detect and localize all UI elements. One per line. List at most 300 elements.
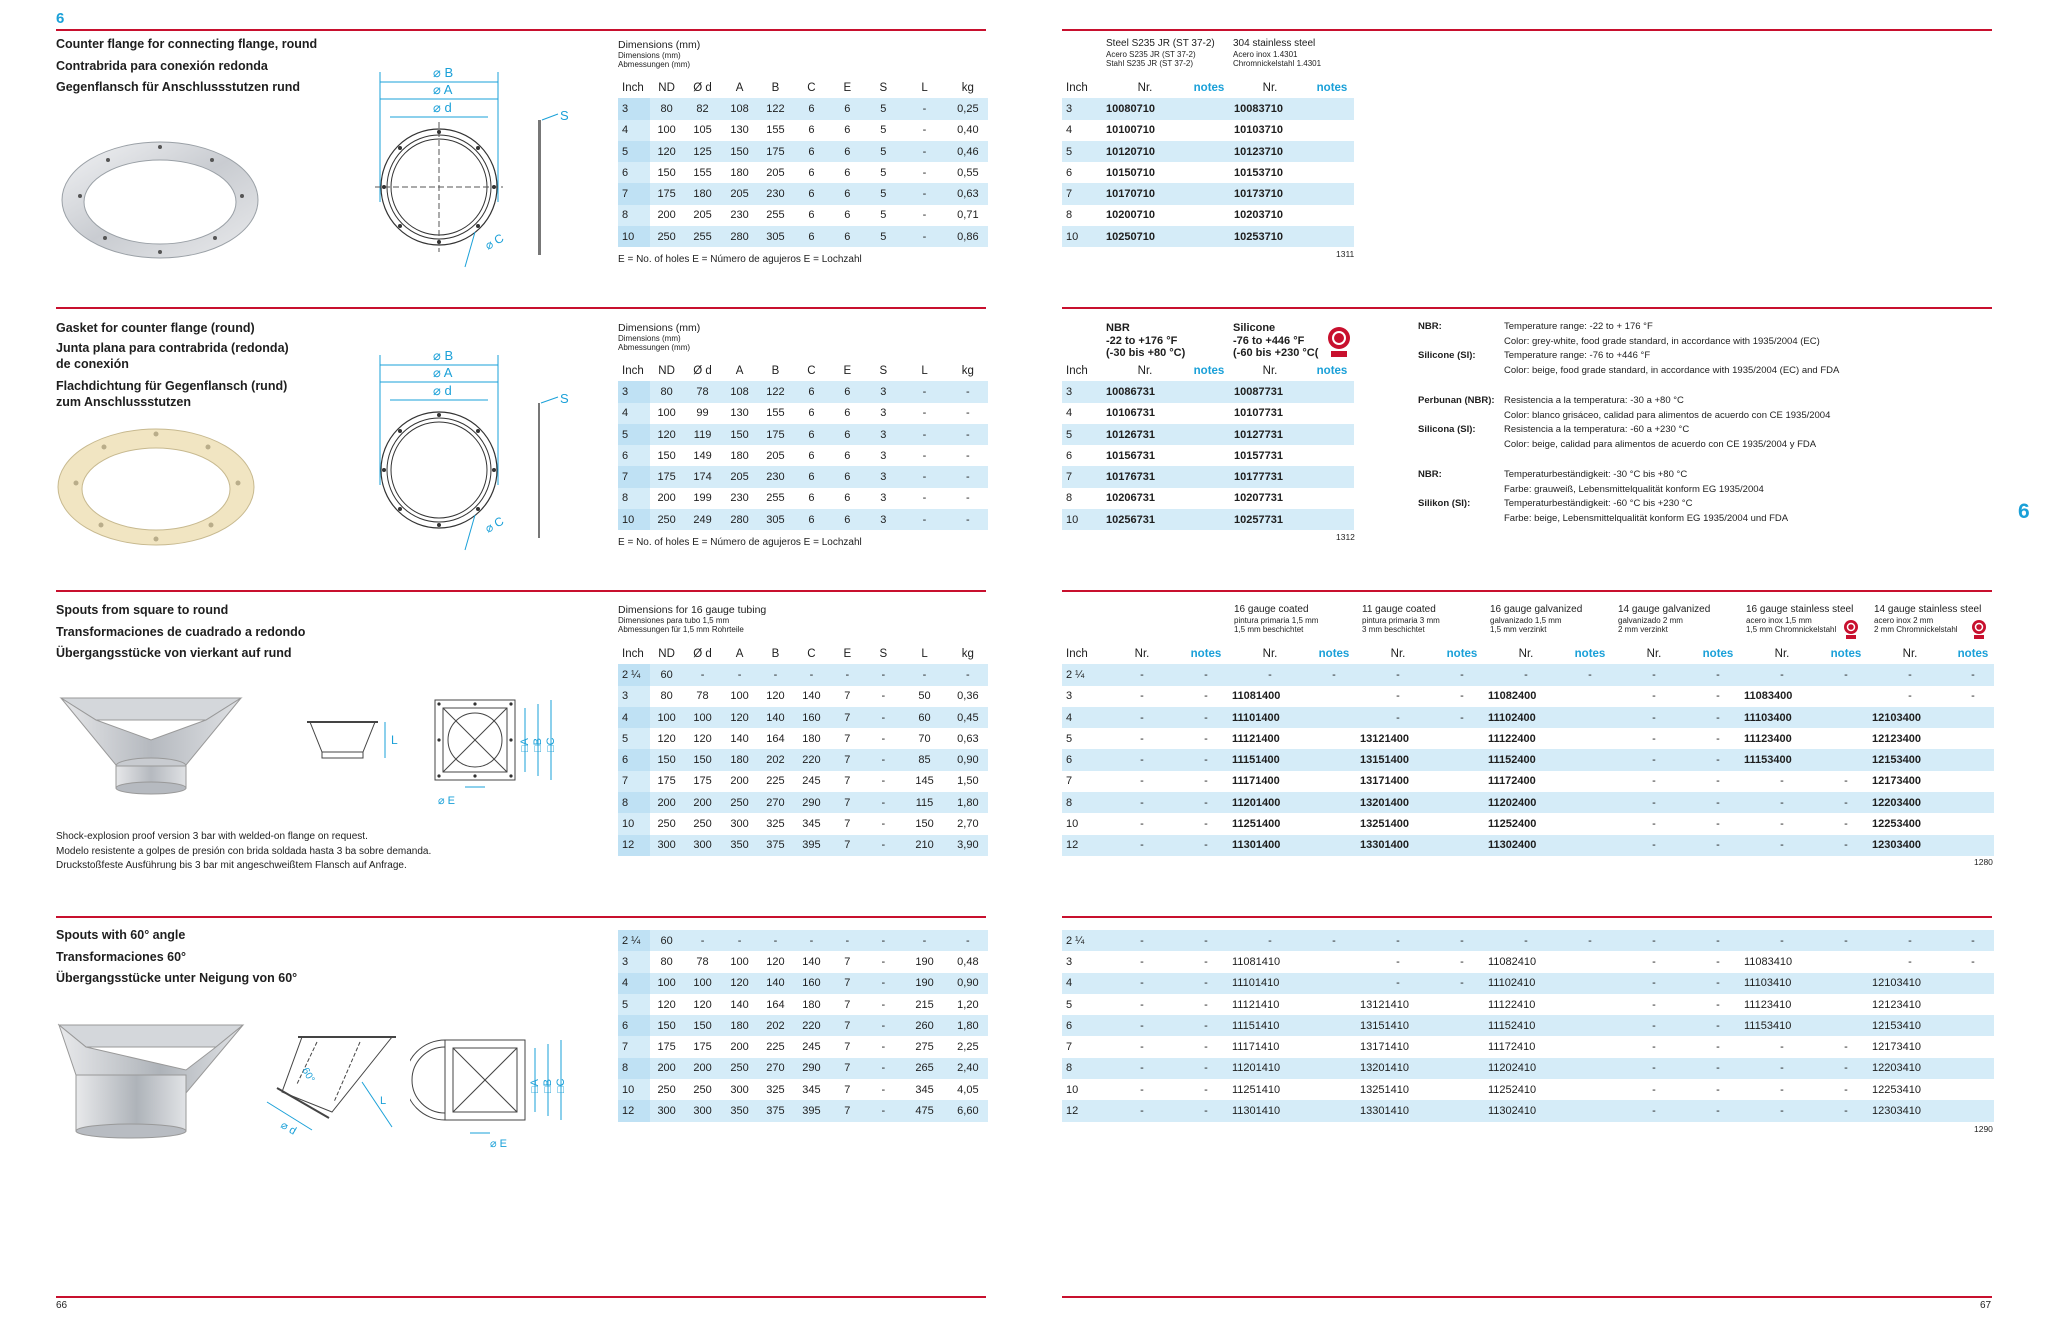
table-cell: 10 (1066, 1083, 1079, 1096)
table-cell: 7 (618, 183, 650, 204)
column-header: Nr. (1262, 364, 1278, 377)
table-cell: 275 (915, 1041, 934, 1054)
table-cell: 8 (618, 205, 650, 226)
column-header: B (771, 81, 780, 94)
table-cell: 10173710 (1230, 183, 1310, 204)
gauge-name: 14 gauge stainless steel (1874, 604, 1982, 615)
table-cell: - (1204, 955, 1208, 968)
spec-line (1418, 497, 1839, 512)
table-cell (1952, 813, 1994, 834)
table-cell: 215 (915, 998, 934, 1011)
table-cell: 202 (758, 749, 794, 770)
table-cell: - (1740, 792, 1824, 813)
dim-header-de: Abmessungen (mm) (618, 60, 691, 69)
table-cell: 13301400 (1356, 835, 1440, 856)
table-cell: - (1844, 775, 1848, 788)
column-header: Nr. (1134, 647, 1150, 660)
table-cell: - (1612, 749, 1696, 770)
article-table-3 (1062, 643, 1994, 856)
gauge-header (1618, 605, 1710, 634)
table-cell: 12303400 (1868, 835, 1952, 856)
table-cell: - (865, 749, 901, 770)
table-cell: 6 (829, 381, 865, 402)
table-cell: 0,90 (948, 749, 988, 770)
table-cell: - (922, 449, 927, 462)
table-cell: - (1824, 835, 1868, 856)
table-row (618, 792, 988, 813)
table-cell: - (1780, 818, 1784, 831)
column-header: Nr. (1137, 81, 1153, 94)
table-cell: - (1100, 930, 1184, 951)
table-cell: 180 (684, 183, 722, 204)
gauge-sub: 1,5 mm beschichtet (1234, 624, 1304, 634)
dim-label-d: ⌀ d (278, 1119, 299, 1138)
table-cell: 2,40 (948, 1058, 988, 1079)
table-cell: 11121410 (1232, 998, 1280, 1011)
table-cell: 10123710 (1230, 141, 1310, 162)
table-cell: 120 (693, 998, 712, 1011)
table-cell: 6 (808, 449, 815, 462)
article-table-2 (1062, 360, 1354, 530)
gauge-sub: acero inox 1,5 mm (1746, 615, 1812, 625)
section-title: Counter flange for connecting flange, round (56, 37, 318, 51)
table-cell: 120 (722, 707, 758, 728)
spec-line (1418, 438, 1839, 453)
table-cell: 80 (660, 955, 673, 968)
table-cell: 3 (865, 424, 901, 445)
table-cell: - (1908, 690, 1912, 703)
table-cell: 0,63 (948, 183, 988, 204)
table-row (1062, 728, 1994, 749)
table-cell: 0,40 (957, 124, 979, 137)
table-cell (1952, 1058, 1994, 1079)
spec-line (1418, 394, 1839, 409)
table-cell: 100 (650, 707, 684, 728)
table-cell: - (1716, 775, 1720, 788)
table-cell (1952, 1079, 1994, 1100)
dim-label-c: ⌀ C (482, 513, 507, 536)
table-cell: 205 (722, 183, 758, 204)
spec-value: Resistencia a la temperatura: -60 a +230 °C (1504, 424, 1690, 435)
table-cell: 11121400 (1232, 732, 1280, 745)
table-cell: 12253400 (1872, 818, 1921, 831)
dim-header-en: Dimensions (mm) (618, 322, 701, 334)
column-header: kg (961, 647, 974, 660)
table-row (618, 120, 988, 141)
table-cell: 150 (915, 818, 934, 831)
table-cell (1440, 1079, 1484, 1100)
table-row (618, 813, 988, 834)
table-cell: 11101410 (1228, 973, 1312, 994)
table-row (1062, 1058, 1994, 1079)
table-cell: 11153400 (1740, 749, 1824, 770)
table-cell: 160 (793, 973, 829, 994)
table-cell: - (793, 930, 829, 951)
table-cell: 5 (880, 166, 887, 179)
table-cell: 7 (618, 771, 650, 792)
table-cell: 325 (766, 1083, 785, 1096)
angled-spout-image (56, 1015, 246, 1140)
table-cell: - (1696, 835, 1740, 856)
table-cell (1824, 728, 1868, 749)
gauge-sub: pintura primaria 3 mm (1362, 615, 1440, 625)
table-cell: 10127731 (1230, 424, 1310, 445)
flange-ring-image (60, 138, 260, 263)
column-header: Inch (1066, 81, 1088, 94)
table-cell (1310, 120, 1354, 141)
angled-spout-side-drawing (262, 1022, 402, 1142)
table-cell: 11123410 (1744, 998, 1792, 1011)
table-cell: 140 (802, 955, 821, 968)
table-cell: 4 (618, 707, 650, 728)
dim-header-en: Dimensions (mm) (618, 39, 701, 51)
table-cell: 250 (722, 792, 758, 813)
table-cell: 7 (844, 732, 851, 745)
section-4-titles (56, 925, 297, 990)
table-cell: - (1356, 973, 1440, 994)
gauge-header (1490, 605, 1582, 634)
column-header: S (879, 81, 888, 94)
table-row (618, 509, 988, 530)
table-cell: 300 (684, 1100, 722, 1121)
table-cell: 85 (901, 749, 948, 770)
table-cell (1188, 120, 1230, 141)
gauge-sub: galvanizado 1,5 mm (1490, 615, 1562, 625)
table-cell: 6,60 (948, 1100, 988, 1121)
table-cell: 10 (618, 1079, 650, 1100)
column-header: Nr. (1262, 81, 1278, 94)
table-cell: 140 (730, 998, 749, 1011)
table-cell: 4 (1062, 707, 1100, 728)
column-header: notes (1190, 647, 1222, 660)
table-cell: 6 (1062, 1015, 1100, 1036)
table-cell: 13301410 (1356, 1100, 1440, 1121)
table-cell (1568, 749, 1612, 770)
spec-line (1418, 423, 1839, 438)
table-cell: - (1652, 690, 1656, 703)
table-cell: 13151400 (1356, 749, 1440, 770)
table-cell: - (948, 424, 988, 445)
article-table-1 (1062, 77, 1354, 247)
table-cell: 11202410 (1484, 1058, 1568, 1079)
column-header: L (921, 647, 928, 660)
table-row (618, 973, 988, 994)
dim-header-es: Dimensions (mm) (618, 334, 681, 343)
table-cell: 175 (650, 466, 684, 487)
table-row (1062, 424, 1354, 445)
table-cell: 10257731 (1230, 509, 1310, 530)
table-cell: 11302410 (1484, 1100, 1568, 1121)
spec-value: Resistencia a la temperatura: -30 a +80 °C (1504, 395, 1684, 406)
table-cell: 0,45 (948, 707, 988, 728)
table-cell (1310, 183, 1354, 204)
table-cell: 80 (650, 381, 684, 402)
table-cell: 10253710 (1230, 226, 1310, 247)
table-cell: 12153400 (1868, 749, 1952, 770)
table-row (1062, 835, 1994, 856)
table-cell: 175 (657, 775, 676, 788)
table-cell: 7 (829, 1100, 865, 1121)
table-cell: 175 (758, 424, 794, 445)
table-row (618, 1058, 988, 1079)
table-cell: 5 (1066, 732, 1073, 745)
table-cell: 6 (793, 424, 829, 445)
table-cell: - (922, 492, 927, 505)
table-cell: - (1716, 955, 1720, 968)
dim-label-e: ⌀ E (438, 795, 456, 807)
dim-label-d: ⌀ d (433, 383, 452, 398)
table-cell: 0,36 (957, 690, 979, 703)
table-cell: 11302400 (1484, 835, 1568, 856)
table-cell (1568, 707, 1612, 728)
table-row (618, 162, 988, 183)
table-cell: 6 (793, 183, 829, 204)
table-cell: 10103710 (1234, 124, 1283, 137)
table-cell: 11083400 (1744, 690, 1793, 703)
gauge-sub: galvanizado 2 mm (1618, 615, 1683, 625)
column-header: Nr. (1262, 647, 1278, 660)
dim-label-a: □A (519, 738, 531, 752)
table-row (618, 183, 988, 204)
table-cell: - (1568, 930, 1612, 951)
table-cell (1188, 183, 1230, 204)
gauge-name: 16 gauge stainless steel (1746, 604, 1854, 615)
column-header: Inch (622, 364, 644, 377)
table-cell (1188, 162, 1230, 183)
table-cell: - (901, 424, 948, 445)
table-cell: 10080710 (1102, 98, 1188, 119)
gauge-sub: pintura primaria 1,5 mm (1234, 615, 1319, 625)
table-cell (1824, 707, 1868, 728)
table-cell: 140 (758, 707, 794, 728)
table-cell: 7 (844, 1041, 851, 1054)
table-row (1062, 771, 1994, 792)
article-table-4 (1062, 930, 1994, 1122)
table-cell: - (1204, 732, 1208, 745)
table-cell: 180 (722, 1015, 758, 1036)
table-cell: 155 (766, 407, 785, 420)
table-row (1062, 226, 1354, 247)
table-cell: - (1908, 955, 1912, 968)
table-cell: - (1868, 664, 1952, 685)
material-sub: Stahl S235 JR (ST 37-2) (1106, 58, 1194, 68)
table-row (1062, 1015, 1994, 1036)
table-cell: 250 (657, 1083, 676, 1096)
table-cell: 8 (618, 1058, 650, 1079)
table-cell: 11201410 (1228, 1058, 1312, 1079)
dim-header-de: Abmessungen für 1,5 mm Rohrteile (618, 625, 744, 634)
material-specifications (1418, 320, 1839, 526)
table-cell: 12103410 (1868, 973, 1952, 994)
table-cell: - (1460, 690, 1464, 703)
section-title: Flachdichtung für Gegenflansch (rund) (56, 378, 288, 393)
table-cell: - (881, 955, 886, 968)
table-row (1062, 792, 1994, 813)
table-cell: 5 (880, 209, 887, 222)
table-cell: 80 (660, 690, 673, 703)
table-cell: 345 (802, 818, 821, 831)
pressure-note (56, 830, 431, 874)
table-cell: 265 (901, 1058, 948, 1079)
table-cell: - (865, 1015, 901, 1036)
table-cell: - (1824, 930, 1868, 951)
table-cell: 205 (693, 209, 712, 222)
table-cell: - (1204, 1041, 1208, 1054)
table-cell: 7 (844, 775, 851, 788)
table-cell: - (1780, 1041, 1784, 1054)
table-cell: 205 (766, 449, 785, 462)
table-cell: 175 (758, 141, 794, 162)
page-number-left: 66 (56, 1300, 68, 1311)
holes-footnote: E = No. of holes E = Número de agujeros E = Lochzahl (618, 537, 862, 548)
table-cell: 300 (730, 818, 749, 831)
table-cell (1312, 994, 1356, 1015)
material-header-nbr (1106, 322, 1185, 360)
table-cell: 345 (915, 1083, 934, 1096)
reference-number: 1312 (1336, 532, 1355, 542)
table-cell (1312, 728, 1356, 749)
spec-key: NBR: (1418, 321, 1442, 332)
table-cell: 12303410 (1868, 1100, 1952, 1121)
spec-key: Silicone (SI): (1418, 350, 1476, 361)
table-cell: 78 (696, 690, 709, 703)
table-cell: 11082410 (1488, 955, 1537, 968)
table-cell: 4,05 (957, 1083, 979, 1096)
table-cell: 60 (650, 930, 684, 951)
table-cell (1310, 445, 1354, 466)
column-header: Ø d (693, 647, 712, 660)
table-cell: - (1696, 749, 1740, 770)
table-cell: - (1844, 1083, 1848, 1096)
table-cell: - (922, 124, 927, 137)
table-row (618, 141, 988, 162)
table-cell: 10100710 (1106, 124, 1155, 137)
table-cell: 175 (693, 775, 712, 788)
note-line: Modelo resistente a golpes de presión con brida soldada hasta 3 ba sobre demanda. (56, 845, 432, 857)
section-title: Spouts with 60° angle (56, 928, 186, 942)
dim-label-l: L (380, 1095, 387, 1107)
table-cell: 249 (684, 509, 722, 530)
column-header: ND (658, 81, 675, 94)
table-cell: 10156731 (1106, 449, 1155, 462)
dim-label-e: ⌀ E (490, 1138, 508, 1150)
column-header: notes (1193, 364, 1225, 377)
table-cell: 200 (684, 1058, 722, 1079)
table-cell: - (865, 1058, 901, 1079)
table-cell: 210 (901, 835, 948, 856)
table-row (618, 488, 988, 509)
table-cell: - (1740, 664, 1824, 685)
table-cell: - (901, 381, 948, 402)
table-cell: 13121410 (1360, 998, 1409, 1011)
table-cell: 150 (722, 424, 758, 445)
table-cell (1440, 1036, 1484, 1057)
table-cell: 3 (880, 407, 887, 420)
table-cell (1188, 445, 1230, 466)
table-cell: 11152410 (1484, 1015, 1568, 1036)
table-row (618, 1100, 988, 1121)
table-cell: - (881, 998, 886, 1011)
table-cell: - (1184, 749, 1228, 770)
flange-drawing (370, 62, 580, 277)
table-cell: 180 (802, 732, 821, 745)
table-cell: - (1184, 930, 1228, 951)
table-cell: - (1440, 664, 1484, 685)
table-cell (1568, 973, 1612, 994)
table-cell: 225 (766, 775, 785, 788)
table-cell: 13121400 (1360, 732, 1409, 745)
table-cell: 160 (793, 707, 829, 728)
table-cell: - (1100, 1100, 1184, 1121)
table-cell: 300 (650, 835, 684, 856)
table-cell (1188, 381, 1230, 402)
table-cell: - (966, 492, 970, 505)
table-cell: - (1460, 955, 1464, 968)
spec-value: Temperature range: -22 to + 176 °F (1504, 321, 1653, 332)
table-cell: 10207731 (1234, 492, 1283, 505)
table-cell: - (722, 930, 758, 951)
table-cell: - (1204, 1083, 1208, 1096)
column-header: notes (1193, 81, 1225, 94)
table-cell (1824, 951, 1868, 972)
dimensions-table-4 (618, 930, 988, 1122)
table-cell (1310, 509, 1354, 530)
table-cell: 11252410 (1488, 1083, 1537, 1096)
table-row (1062, 749, 1994, 770)
spec-value: Temperature range: -76 to +446 °F (1504, 350, 1651, 361)
column-header: Nr. (1390, 647, 1406, 660)
table-row (1062, 141, 1354, 162)
gauge-name: 16 gauge coated (1234, 604, 1309, 615)
dim-header-es: Dimensions (mm) (618, 51, 681, 60)
table-cell (1952, 1100, 1994, 1121)
table-cell: 7 (829, 749, 865, 770)
table-cell: 13171400 (1360, 775, 1409, 788)
table-cell: 100 (684, 707, 722, 728)
table-cell: 2 ¼ (618, 664, 650, 685)
table-cell: 122 (758, 98, 794, 119)
table-cell: 7 (829, 835, 865, 856)
table-cell: 7 (844, 955, 851, 968)
table-cell: 305 (758, 509, 794, 530)
table-cell (1310, 403, 1354, 424)
dim-label-s: S (560, 108, 569, 123)
dim-header-es: Dimensiones para tubo 1,5 mm (618, 616, 730, 625)
table-cell (1312, 1058, 1356, 1079)
gasket-image (56, 425, 256, 550)
table-cell: 150 (684, 1015, 722, 1036)
column-header: notes (1316, 364, 1348, 377)
table-cell: 10 (1062, 226, 1102, 247)
column-header: notes (1574, 647, 1606, 660)
table-cell: 10 (1066, 818, 1079, 831)
spec-key: Perbunan (NBR): (1418, 395, 1495, 406)
table-cell: 11122400 (1488, 732, 1536, 745)
table-header (618, 643, 988, 664)
table-cell: 180 (730, 166, 749, 179)
column-header: kg (961, 364, 974, 377)
spec-value: Color: beige, food grade standard, in accordance with 1935/2004 (EC) and FDA (1504, 364, 1840, 376)
table-cell: 6 (793, 509, 829, 530)
table-cell (1312, 707, 1356, 728)
table-cell: 140 (730, 732, 749, 745)
column-header: A (735, 647, 744, 660)
table-cell: 12153410 (1868, 1015, 1952, 1036)
table-cell: 130 (730, 124, 749, 137)
table-cell: 11123400 (1744, 732, 1792, 745)
table-cell: 2 ¼ (1062, 664, 1100, 685)
table-cell: 5 (618, 141, 650, 162)
